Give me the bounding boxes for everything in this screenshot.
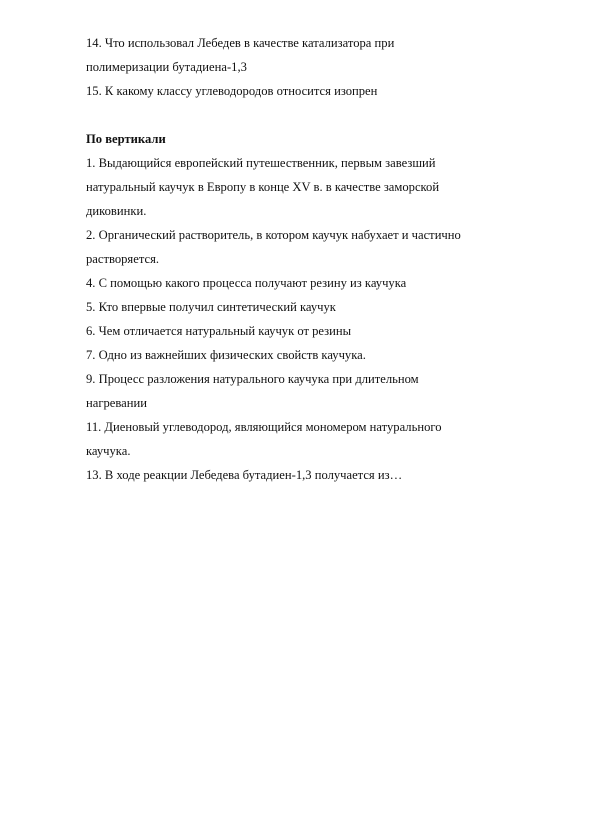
document-text xyxy=(86,31,536,487)
clue-line: нагревании xyxy=(86,396,147,410)
clue-line: 5. Кто впервые получил синтетический каучук xyxy=(86,300,336,314)
clue-line: каучука. xyxy=(86,444,131,458)
clue-line: 2. Органический растворитель, в котором каучук набухает и частично xyxy=(86,228,461,242)
clue-line: растворяется. xyxy=(86,252,160,266)
clue-line: 6. Чем отличается натуральный каучук от резины xyxy=(86,324,352,338)
clue-line: 11. Диеновый углеводород, являющийся мономером натурального xyxy=(86,420,442,434)
section-heading: По вертикали xyxy=(86,132,166,146)
clue-line: 15. К какому классу углеводородов относится изопрен xyxy=(86,84,378,98)
clue-line: 7. Одно из важнейших физических свойств каучука. xyxy=(86,348,366,362)
clue-line: полимеризации бутадиена-1,3 xyxy=(86,60,247,74)
clue-line: 4. С помощью какого процесса получают резину из каучука xyxy=(86,276,407,290)
clue-line: диковинки. xyxy=(86,204,147,218)
clue-line: натуральный каучук в Европу в конце XV в. в качестве заморской xyxy=(86,180,440,194)
clue-line: 13. В ходе реакции Лебедева бутадиен-1,3 получается из… xyxy=(86,468,403,482)
paragraph-gap xyxy=(86,103,536,127)
clue-line: 1. Выдающийся европейский путешественник, первым завезший xyxy=(86,156,436,170)
clue-line: 9. Процесс разложения натурального каучука при длительном xyxy=(86,372,419,386)
clue-line: 14. Что использовал Лебедев в качестве катализатора при xyxy=(86,36,395,50)
